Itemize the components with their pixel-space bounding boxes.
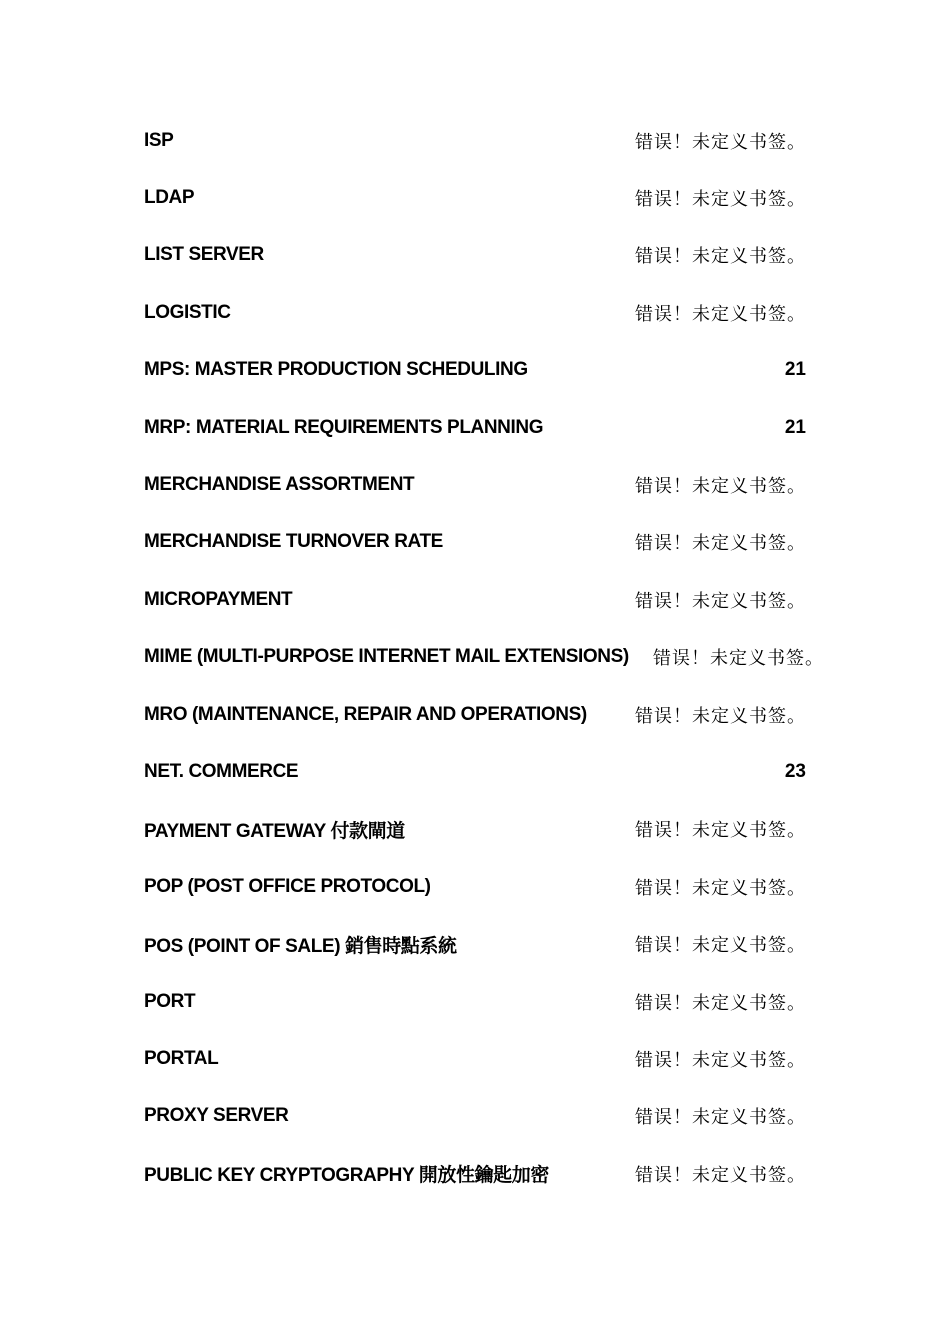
toc-entry-title: PAYMENT GATEWAY 付款閘道 <box>144 820 405 842</box>
toc-entry-page-ref: 错误！未定义书签。 <box>635 877 806 899</box>
toc-entry[interactable] <box>144 514 806 571</box>
toc-entry-page-ref: 错误！未定义书签。 <box>635 189 806 211</box>
toc-entry[interactable] <box>144 743 806 800</box>
toc-entry-page-ref: 错误！未定义书签。 <box>635 935 806 957</box>
toc-entry[interactable] <box>144 571 806 628</box>
toc-entry[interactable] <box>144 858 806 915</box>
toc-entry-page-ref: 错误！未定义书签。 <box>635 820 806 842</box>
toc-entry-page-ref: 错误！未定义书签。 <box>635 476 806 498</box>
toc-entry-page-ref: 错误！未定义书签。 <box>635 1107 806 1129</box>
toc-entry[interactable] <box>144 456 806 513</box>
toc-entry-title: MERCHANDISE TURNOVER RATE <box>144 531 443 553</box>
toc-entry-title: MERCHANDISE ASSORTMENT <box>144 474 415 496</box>
toc-entry-title: MPS: MASTER PRODUCTION SCHEDULING <box>144 359 528 381</box>
toc-entry[interactable] <box>144 284 806 341</box>
toc-entry[interactable] <box>144 1145 806 1202</box>
toc-entry-title: MIME (MULTI-PURPOSE INTERNET MAIL EXTENSIONS) <box>144 646 629 668</box>
toc-entry-page-ref: 错误！未定义书签。 <box>635 1049 806 1071</box>
toc-entry-title: PUBLIC KEY CRYPTOGRAPHY 開放性鑰匙加密 <box>144 1165 549 1187</box>
toc-entry-title: MRO (MAINTENANCE, REPAIR AND OPERATIONS) <box>144 703 587 725</box>
toc-entry[interactable] <box>144 973 806 1030</box>
toc-entry-title: LDAP <box>144 187 195 209</box>
toc-entry[interactable] <box>144 686 806 743</box>
toc-entry-title: PORT <box>144 990 196 1012</box>
toc-entry-page-ref: 错误！未定义书签。 <box>635 590 806 612</box>
toc-entry-page-ref: 错误！未定义书签。 <box>635 705 806 727</box>
toc-entry-page-ref: 错误！未定义书签。 <box>635 1164 806 1186</box>
toc-entry[interactable] <box>144 1088 806 1145</box>
toc-entry-title: MICROPAYMENT <box>144 588 293 610</box>
toc-entry-title: POS (POINT OF SALE) 銷售時點系統 <box>144 935 457 957</box>
toc-entry-title: LIST SERVER <box>144 244 264 266</box>
toc-entry[interactable] <box>144 801 806 858</box>
toc-entry[interactable] <box>144 629 824 686</box>
toc-entry[interactable] <box>144 342 806 399</box>
toc-entry-page-ref: 错误！未定义书签。 <box>653 648 824 670</box>
toc-entry-title: ISP <box>144 129 174 151</box>
toc-entry-title: PORTAL <box>144 1047 219 1069</box>
table-of-contents <box>144 112 824 1202</box>
toc-entry-title: LOGISTIC <box>144 301 231 323</box>
toc-entry-title: POP (POST OFFICE PROTOCOL) <box>144 875 431 897</box>
toc-entry[interactable] <box>144 1030 806 1087</box>
toc-entry[interactable] <box>144 399 806 456</box>
toc-entry[interactable] <box>144 227 806 284</box>
toc-entry-page-number: 21 <box>784 416 806 438</box>
toc-entry-title: MRP: MATERIAL REQUIREMENTS PLANNING <box>144 416 544 438</box>
toc-entry-title: NET. COMMERCE <box>144 760 299 782</box>
toc-entry-page-ref: 错误！未定义书签。 <box>635 303 806 325</box>
toc-entry-page-ref: 错误！未定义书签。 <box>635 246 806 268</box>
toc-entry[interactable] <box>144 169 806 226</box>
toc-entry[interactable] <box>144 915 806 972</box>
toc-entry[interactable] <box>144 112 806 169</box>
toc-entry-page-number: 23 <box>784 760 806 782</box>
toc-entry-page-ref: 错误！未定义书签。 <box>635 992 806 1014</box>
toc-entry-page-ref: 错误！未定义书签。 <box>635 533 806 555</box>
toc-entry-page-ref: 错误！未定义书签。 <box>635 131 806 153</box>
toc-entry-title: PROXY SERVER <box>144 1105 289 1127</box>
toc-entry-page-number: 21 <box>784 359 806 381</box>
